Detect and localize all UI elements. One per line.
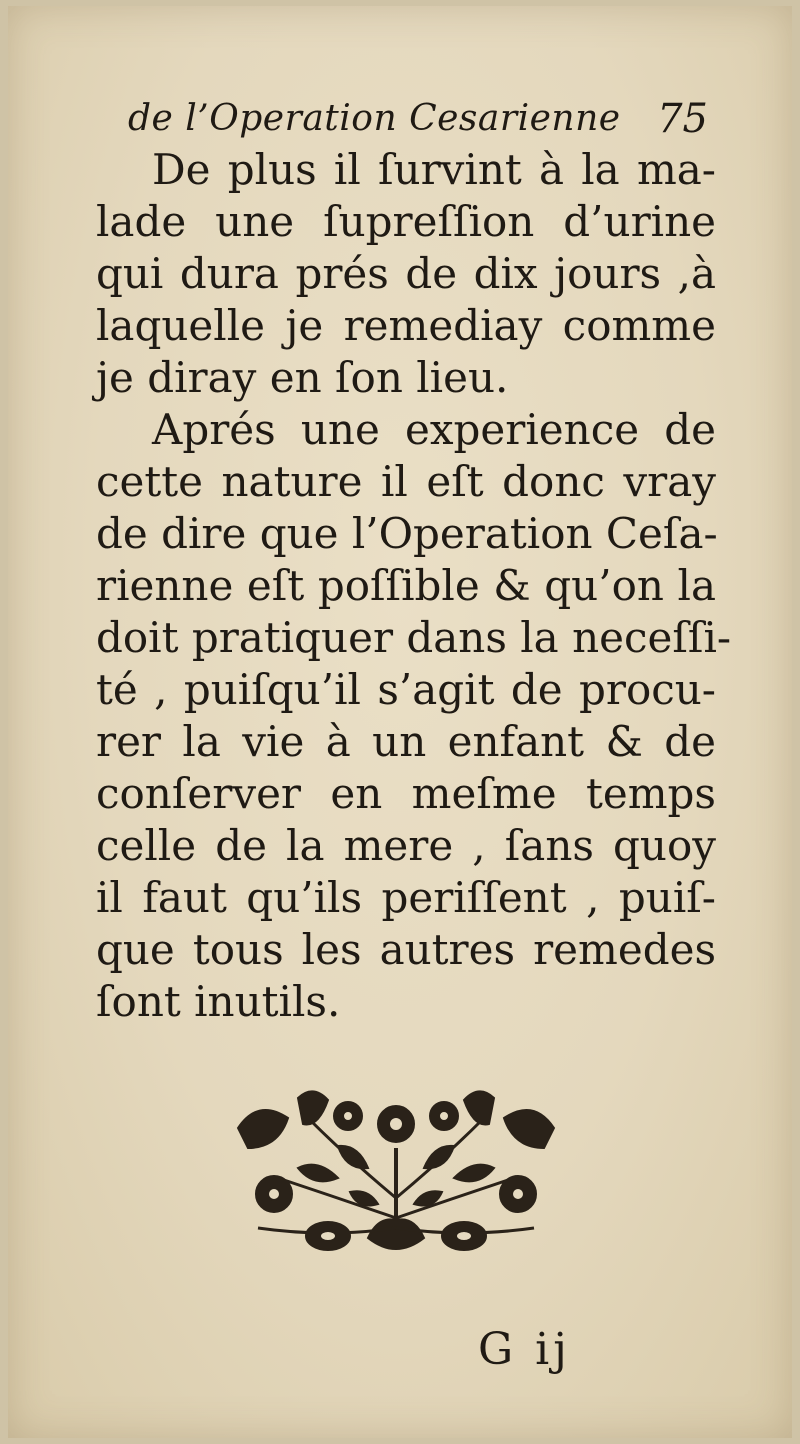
book-page bbox=[8, 6, 792, 1438]
text-line: ſont inutils. bbox=[96, 977, 341, 1026]
text-line: qui dura prés de dix jours ,à bbox=[96, 249, 716, 298]
text-line: lade une ſupreſſion d’urine bbox=[96, 197, 716, 246]
text-line: que tous les autres remedes bbox=[96, 925, 716, 974]
text-line: De plus il ſurvint à la ma- bbox=[152, 145, 716, 194]
text-line: té , puiſqu’il s’agit de procu- bbox=[96, 665, 716, 714]
signature-mark: G ij bbox=[478, 1324, 571, 1375]
text-line: cette nature il eſt donc vray bbox=[96, 457, 716, 506]
text-line: il faut qu’ils periſſent , puiſ- bbox=[96, 873, 716, 922]
text-line: de dire que l’Operation Ceſa- bbox=[96, 509, 718, 558]
text-line: doit pratiquer dans la neceſſi- bbox=[96, 613, 732, 662]
text-line: Aprés une experience de bbox=[152, 405, 716, 454]
text-line: conſerver en meſme temps bbox=[96, 769, 716, 818]
body-text bbox=[96, 144, 732, 1028]
text-line: rienne eſt poſſible & qu’on la bbox=[96, 561, 716, 610]
page-header bbox=[128, 92, 708, 148]
text-line: je diray en ſon lieu. bbox=[96, 353, 509, 402]
text-line: rer la vie à un enfant & de bbox=[96, 717, 716, 766]
page-number: 75 bbox=[657, 96, 708, 142]
text-line: laquelle je remediay comme bbox=[96, 301, 716, 350]
floral-ornament-icon bbox=[218, 1088, 574, 1260]
running-head: de l’Operation Cesarienne bbox=[128, 98, 621, 139]
text-line: celle de la mere , ſans quoy bbox=[96, 821, 716, 870]
